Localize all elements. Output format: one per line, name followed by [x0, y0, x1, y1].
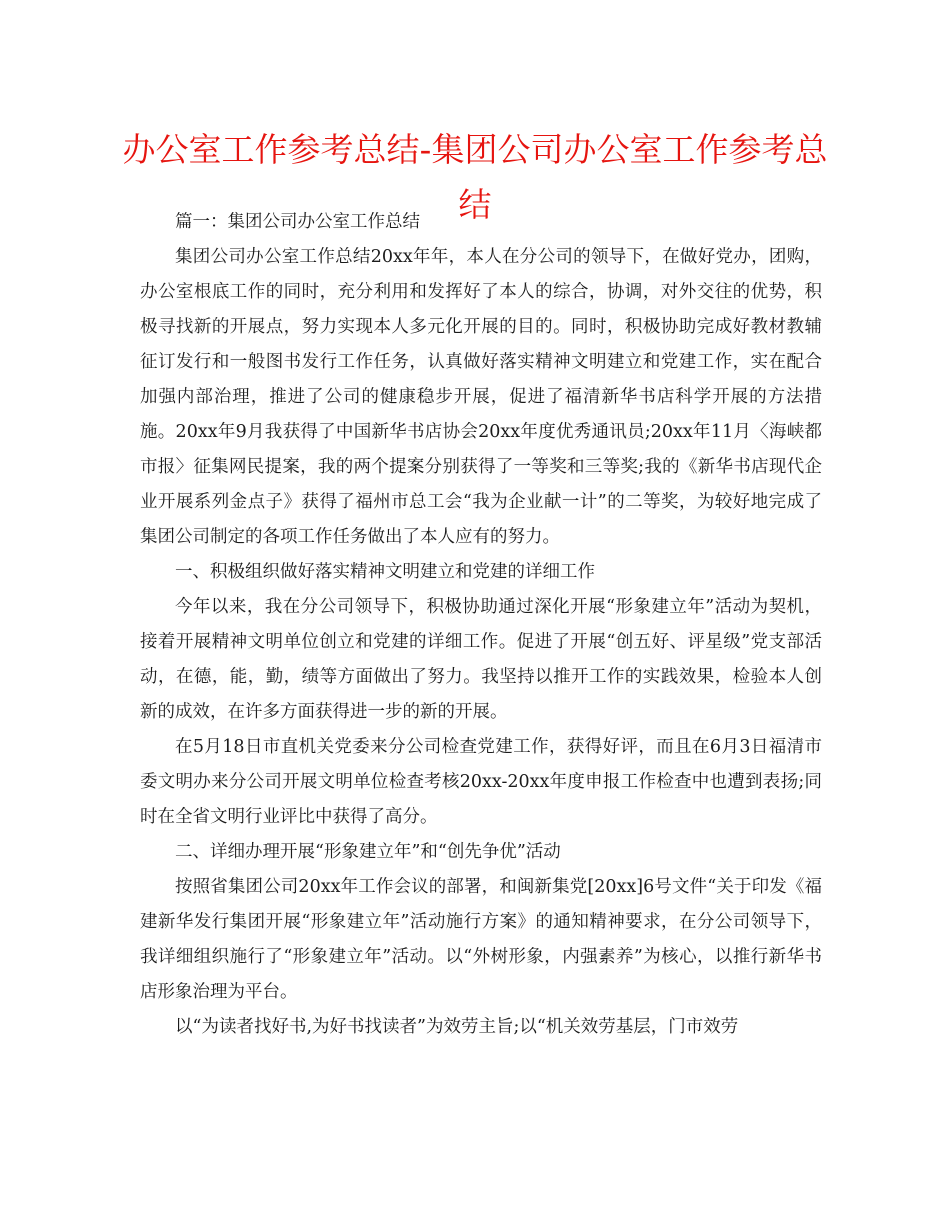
body-paragraph: 集团公司办公室工作总结20xx年年，本人在分公司的领导下，在做好党办，团购，办公室根底工作的同时，充分利用和发挥好了本人的综合，协调，对外交往的优势，积极寻找新的开展点，努力实现本人多元化开展的目的。同时，积极协助完成好教材教辅征订发行和一般图书发行工作任务，认真做好落实精神文明建立和党建工作，实在配合加强内部治理，推进了公司的健康稳步开展，促进了福清新华书店科学开展的方法措施。20xx年9月我获得了中国新华书店协会20xx年度优秀通讯员;20xx年11月〈海峡都市报〉征集网民提案，我的两个提案分别获得了一等奖和三等奖;我的《新华书店现代企业开展系列金点子》获得了福州市总工会“我为企业献一计”的二等奖，为较好地完成了集团公司制定的各项工作任务做出了本人应有的努力。	[140, 247, 822, 547]
section-heading: 篇一：集团公司办公室工作总结	[175, 212, 420, 232]
body-paragraph: 以“为读者找好书,为好书找读者”为效劳主旨;以“机关效劳基层，门市效劳	[175, 1017, 739, 1037]
section-heading: 一、积极组织做好落实精神文明建立和党建的详细工作	[175, 562, 595, 582]
body-paragraph: 今年以来，我在分公司领导下，积极协助通过深化开展“形象建立年”活动为契机，接着开展精神文明单位创立和党建的详细工作。促进了开展“创五好、评星级”党支部活动，在德，能，勤，绩等方面做出了努力。我坚持以推开工作的实践效果，检验本人创新的成效，在许多方面获得进一步的新的开展。	[140, 597, 822, 722]
document-body	[140, 205, 822, 1045]
body-paragraph: 在5月18日市直机关党委来分公司检查党建工作，获得好评，而且在6月3日福清市委文明办来分公司开展文明单位检查考核20xx-20xx年度申报工作检查中也遭到表扬;同时在全省文明行业评比中获得了高分。	[140, 737, 822, 827]
body-paragraph: 按照省集团公司20xx年工作会议的部署，和闽新集党[20xx]6号文件“关于印发《福建新华发行集团开展“形象建立年”活动施行方案》的通知精神要求，在分公司领导下，我详细组织施行了“形象建立年”活动。以“外树形象，内强素养”为核心，以推行新华书店形象治理为平台。	[140, 877, 822, 1002]
section-heading: 二、详细办理开展“形象建立年”和“创先争优”活动	[175, 842, 561, 862]
document-title: 办公室工作参考总结-集团公司办公室工作参考总结	[122, 130, 828, 224]
